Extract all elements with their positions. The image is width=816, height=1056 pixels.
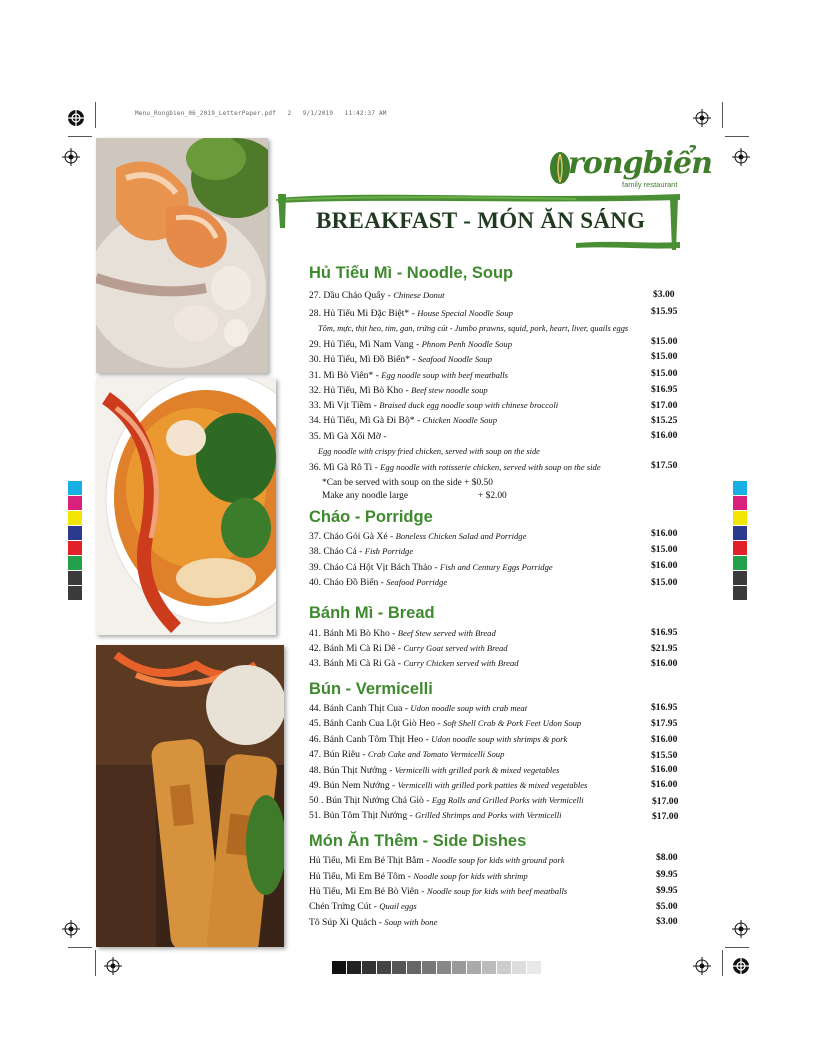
- menu-item-price: $16.95: [651, 384, 678, 395]
- menu-item: 30. Hủ Tiếu, Mì Đồ Biển* - Seafood Noodle Soup: [309, 354, 493, 365]
- menu-item: 45. Bánh Canh Cua Lột Giò Heo - Soft Shell Crab & Pork Feet Udon Soup: [309, 718, 582, 729]
- menu-item: 28. Hủ Tiếu Mì Đặc Biệt* - House Special Noodle Soup: [309, 308, 513, 319]
- crosshair-icon: [62, 920, 80, 938]
- menu-item: Tô Súp Xi Quách - Soup with bone: [309, 917, 438, 928]
- trim-mark: [68, 136, 92, 137]
- menu-item-price: $5.00: [656, 901, 678, 912]
- menu-item-price: $16.00: [651, 734, 678, 745]
- crosshair-icon: [104, 957, 122, 975]
- crosshair-icon: [62, 148, 80, 166]
- menu-item-price: $3.00: [653, 289, 675, 300]
- menu-item-price: $15.00: [651, 368, 678, 379]
- menu-item-price: $15.00: [651, 351, 678, 362]
- menu-item: 50 . Bún Thịt Nướng Chả Giò - Egg Rolls and Grilled Porks with Vermicelli: [309, 795, 584, 806]
- menu-item-price: $15.50: [651, 750, 678, 761]
- large-noodle-note: Make any noodle large: [322, 491, 408, 501]
- menu-item: 38. Cháo Cá - Fish Porridge: [309, 546, 414, 557]
- trim-mark: [725, 947, 749, 948]
- trim-mark: [68, 947, 92, 948]
- menu-item-price: $15.00: [651, 336, 678, 347]
- menu-item-price: $17.00: [651, 400, 678, 411]
- print-slug: Menu_Rongbien_06_2019_LetterPaper.pdf 2 9/1/2019 11:42:37 AM: [135, 110, 387, 117]
- soup-on-side-note: *Can be served with soup on the side + $0.50: [322, 478, 493, 488]
- item-35-description: Egg noodle with crispy fried chicken, served with soup on the side: [318, 447, 540, 456]
- menu-item: 46. Bánh Canh Tôm Thịt Heo - Udon noodle soup with shrimps & pork: [309, 734, 568, 745]
- menu-item-price: $8.00: [656, 852, 678, 863]
- menu-item: 49. Bún Nem Nướng - Vermicelli with grilled pork patties & mixed vegetables: [309, 780, 588, 791]
- menu-item-price: $16.95: [651, 702, 678, 713]
- menu-item-price: $3.00: [656, 916, 678, 927]
- logo-wordmark: rongbiển: [568, 146, 712, 181]
- section-title-vermicelli: Bún - Vermicelli: [309, 680, 433, 698]
- trim-mark: [95, 950, 96, 976]
- menu-item: 43. Bánh Mì Cà Ri Gà - Curry Chicken served with Bread: [309, 658, 519, 669]
- menu-item-price: $15.25: [651, 415, 678, 426]
- menu-item-price: $16.00: [651, 560, 678, 571]
- menu-item: 35. Mì Gà Xối Mỡ -: [309, 431, 387, 442]
- menu-item-price: $16.00: [651, 528, 678, 539]
- menu-item-price: $15.00: [651, 577, 678, 588]
- color-calibration-bar: [68, 481, 82, 601]
- trim-mark: [722, 102, 723, 128]
- logo-subtitle: family restaurant: [622, 180, 678, 189]
- registration-mark-icon: [732, 957, 750, 975]
- menu-item: 32. Hủ Tiếu, Mì Bò Kho - Beef stew noodle soup: [309, 385, 488, 396]
- menu-item-price: $9.95: [656, 869, 678, 880]
- menu-item: 51. Bún Tôm Thịt Nướng - Grilled Shrimps and Porks with Vermicelli: [309, 810, 562, 821]
- menu-item: 42. Bánh Mì Cà Ri Dê - Curry Goat served with Bread: [309, 643, 508, 654]
- menu-item: 44. Bánh Canh Thịt Cua - Udon noodle soup with crab meat: [309, 703, 528, 714]
- menu-item-price: $21.95: [651, 643, 678, 654]
- seafood-soup-photo: [96, 378, 276, 635]
- menu-item-price: $16.00: [651, 430, 678, 441]
- menu-item-price: $15.00: [651, 544, 678, 555]
- menu-item: 39. Cháo Cá Hột Vịt Bách Thảo - Fish and Century Eggs Porridge: [309, 562, 553, 573]
- menu-item-price: $16.00: [651, 779, 678, 790]
- menu-item: 41. Bánh Mì Bò Kho - Beef Stew served with Bread: [309, 628, 496, 639]
- menu-item: 33. Mì Vịt Tiềm - Braised duck egg noodle soup with chinese broccoli: [309, 400, 559, 411]
- section-title-bread: Bánh Mì - Bread: [309, 604, 435, 622]
- menu-item: Hủ Tiếu, Mì Em Bé Bò Viên - Noodle soup for kids with beef meatballs: [309, 886, 568, 897]
- menu-item-price: $17.00: [652, 796, 679, 807]
- shrimp-noodle-photo: [96, 138, 268, 373]
- menu-item-price: $17.50: [651, 460, 678, 471]
- large-noodle-price: + $2.00: [478, 491, 507, 501]
- menu-item-price: $9.95: [656, 885, 678, 896]
- menu-item-price: $16.95: [651, 627, 678, 638]
- menu-item: 36. Mì Gà Rô Ti - Egg noodle with rotisserie chicken, served with soup on the side: [309, 462, 601, 473]
- crosshair-icon: [693, 957, 711, 975]
- trim-mark: [725, 136, 749, 137]
- section-title-porridge: Cháo - Porridge: [309, 508, 433, 526]
- trim-mark: [95, 102, 96, 128]
- menu-item: 37. Cháo Gỏi Gà Xé - Boneless Chicken Salad and Porridge: [309, 531, 527, 542]
- registration-mark-icon: [67, 109, 85, 127]
- menu-item: Hủ Tiếu, Mì Em Bé Thịt Bằm - Noodle soup for kids with ground pork: [309, 855, 565, 866]
- section-title-side-dishes: Món Ăn Thêm - Side Dishes: [309, 832, 527, 850]
- menu-item-price: $17.00: [652, 811, 679, 822]
- menu-item: Hủ Tiếu, Mì Em Bé Tôm - Noodle soup for kids with shrimp: [309, 871, 528, 882]
- menu-item: 48. Bún Thịt Nướng - Vermicelli with grilled pork & mixed vegetables: [309, 765, 560, 776]
- item-28-contents-note: Tôm, mực, thịt heo, tim, gan, trứng cút - Jumbo prawns, squid, pork, heart, liver, quails eggs: [318, 324, 629, 333]
- menu-item: 31. Mì Bò Viên* - Egg noodle soup with beef meatballs: [309, 370, 509, 381]
- menu-item-price: $16.00: [651, 764, 678, 775]
- crosshair-icon: [693, 109, 711, 127]
- egg-rolls-grilled-pork-photo: [96, 645, 284, 947]
- menu-item-price: $17.95: [651, 718, 678, 729]
- menu-item: 27. Dầu Cháo Quẩy - Chinese Donut: [309, 290, 445, 301]
- crosshair-icon: [732, 148, 750, 166]
- menu-item: Chén Trứng Cút - Quail eggs: [309, 901, 417, 912]
- menu-item: 34. Hủ Tiếu, Mì Gà Đi Bộ* - Chicken Noodle Soup: [309, 415, 498, 426]
- crosshair-icon: [732, 920, 750, 938]
- menu-item: 29. Hủ Tiếu, Mì Nam Vang - Phnom Penh Noodle Soup: [309, 339, 513, 350]
- page-title: BREAKFAST - MÓN ĂN SÁNG: [316, 208, 646, 233]
- menu-item-price: $16.00: [651, 658, 678, 669]
- section-title-noodle-soup: Hủ Tiếu Mì - Noodle, Soup: [309, 264, 514, 282]
- gray-calibration-bar: [332, 961, 542, 974]
- menu-item: 40. Cháo Đồ Biển - Seafood Porridge: [309, 577, 448, 588]
- trim-mark: [722, 950, 723, 976]
- color-calibration-bar: [733, 481, 747, 601]
- menu-item: 47. Bún Riêu - Crab Cake and Tomato Vermicelli Soup: [309, 749, 505, 760]
- menu-item-price: $15.95: [651, 306, 678, 317]
